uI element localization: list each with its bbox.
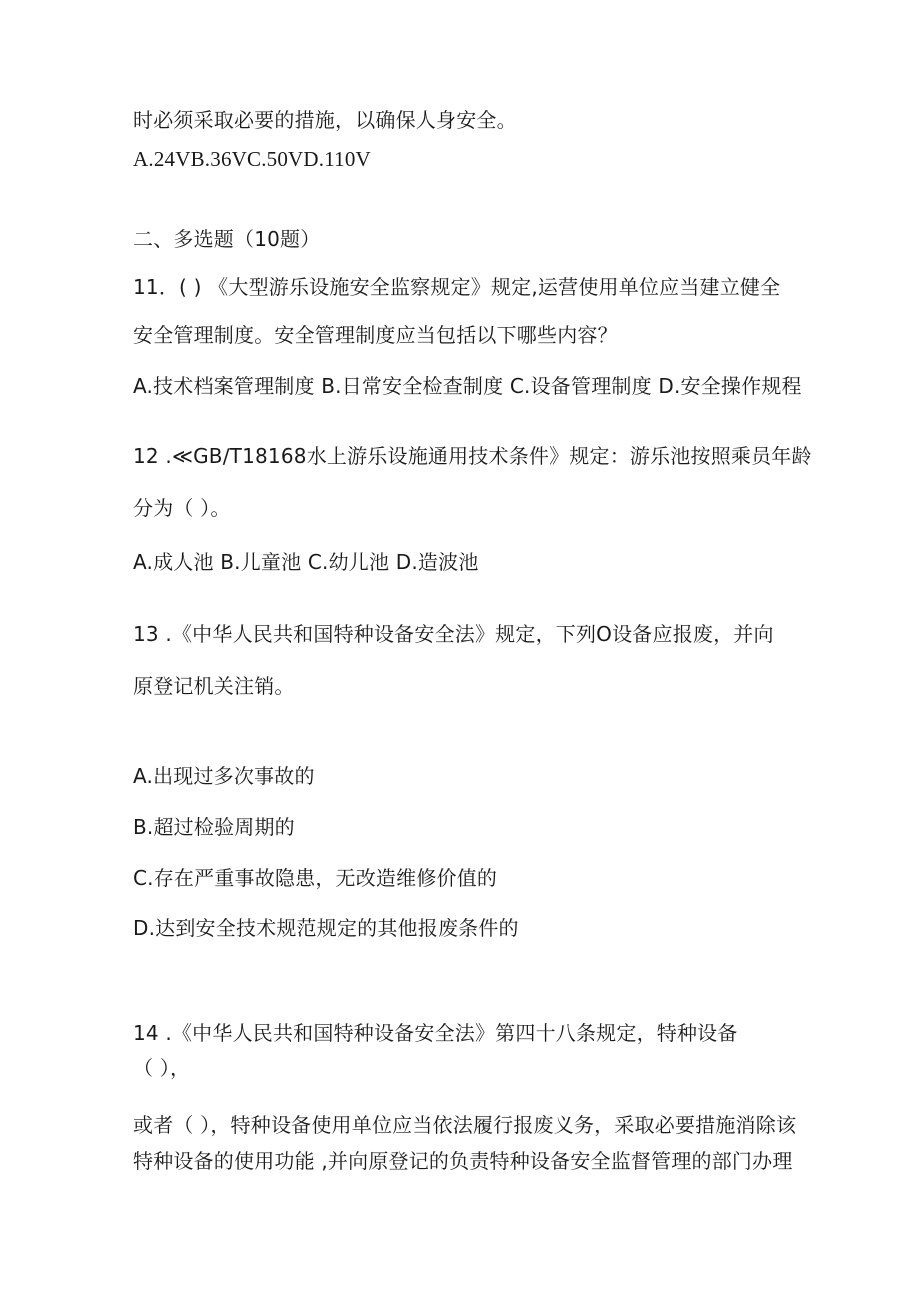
q13-option-c: C.存在严重事故隐患，无改造维修价值的 [133,866,498,890]
q13-option-d: D.达到安全技术规范规定的其他报废条件的 [133,916,519,940]
q12-options: A.成人池 B.儿童池 C.幼儿池 D.造波池 [133,550,479,574]
q10-tail-text: 时必须采取必要的措施，以确保人身安全。 [133,108,517,132]
q13-option-b: B.超过检验周期的 [133,815,295,839]
q13-line-1: 13 .《中华人民共和国特种设备安全法》规定，下列O设备应报废，并向 [133,622,774,646]
q11-line-2: 安全管理制度。安全管理制度应当包括以下哪些内容？ [133,323,618,347]
q13-option-a: A.出现过多次事故的 [133,764,315,788]
q12-line-2: 分为（ ）。 [133,496,231,520]
q11-line-1: 11．( ) 《大型游乐设施安全监察规定》规定,运营使用单位应当建立健全 [133,275,781,299]
q14-line-1: 14 .《中华人民共和国特种设备安全法》第四十八条规定，特种设备 [133,1021,738,1045]
q14-line-3: 或者（ ），特种设备使用单位应当依法履行报废义务，采取必要措施消除该 [133,1113,797,1137]
q11-options: A.技术档案管理制度 B.日常安全检查制度 C.设备管理制度 D.安全操作规程 [133,374,802,398]
q13-line-2: 原登记机关注销。 [133,674,295,698]
q10-options: A.24VB.36VC.50VD.110V [133,147,371,171]
q12-line-1: 12 .≪GB∕T18168水上游乐设施通用技术条件》规定：游乐池按照乘员年龄 [133,444,812,468]
q14-line-2: （ ）， [133,1056,191,1080]
q14-line-4: 特种设备的使用功能 ,并向原登记的负责特种设备安全监督管理的部门办理 [133,1149,793,1173]
section-heading: 二、多选题（10题） [133,227,321,251]
